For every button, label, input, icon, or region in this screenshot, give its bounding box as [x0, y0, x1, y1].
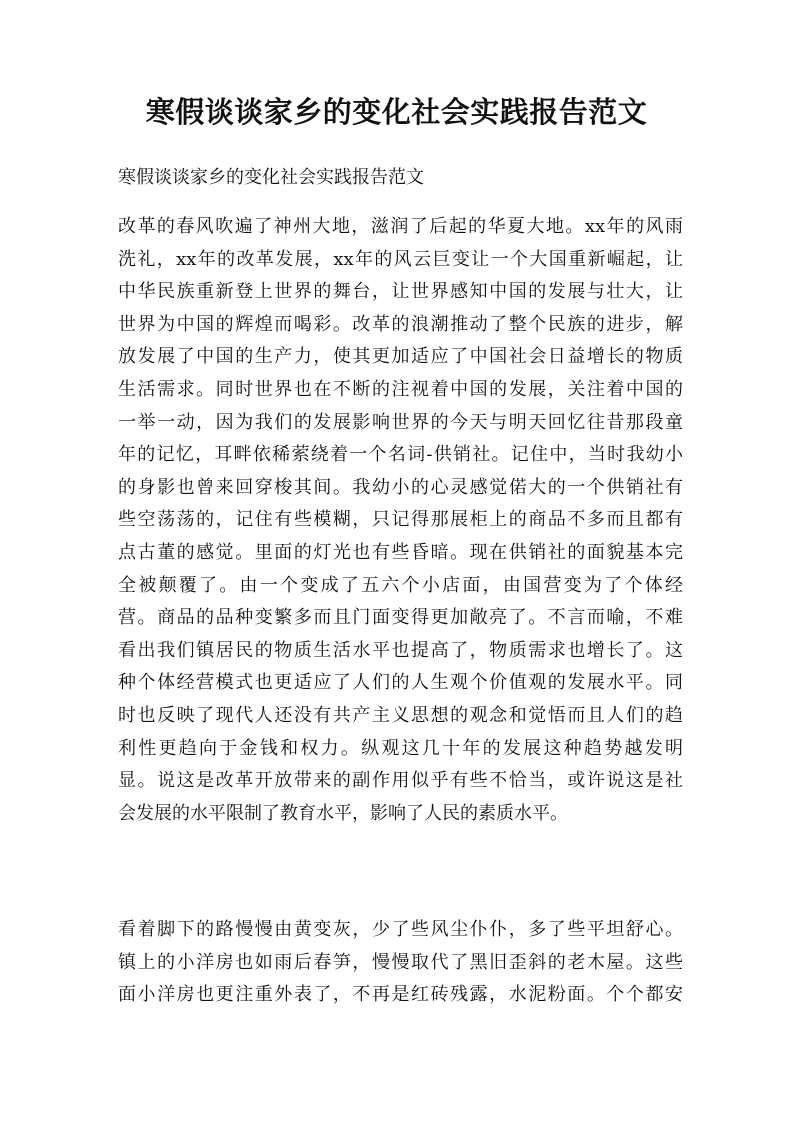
paragraph-line: 时也反映了现代人还没有共产主义思想的观念和觉悟而且人们的趋 — [118, 704, 683, 726]
paragraph-line: 一举一动，因为我们的发展影响世界的今天与明天回忆往昔那段童 — [118, 411, 683, 433]
paragraph-line: 改革的春风吹遍了神州大地，滋润了后起的华夏大地。xx年的风雨 — [118, 216, 683, 237]
document-subtitle: 寒假谈谈家乡的变化社会实践报告范文 — [118, 167, 424, 188]
paragraph-line: 放发展了中国的生产力，使其更加适应了中国社会日益增长的物质 — [118, 346, 683, 368]
paragraph-line: 年的记忆，耳畔依稀萦绕着一个名词-供销社。记住中，当时我幼小 — [118, 444, 683, 466]
paragraph-line: 点古董的感觉。里面的灯光也有些昏暗。现在供销社的面貌基本完 — [118, 541, 683, 563]
paragraph-line: 看着脚下的路慢慢由黄变灰，少了些风尘仆仆，多了些平坦舒心。 — [118, 919, 683, 940]
paragraph-line: 会发展的水平限制了教育水平，影响了人民的素质水平。 — [118, 802, 568, 824]
paragraph-line: 生活需求。同时世界也在不断的注视着中国的发展，关注着中国的 — [118, 378, 683, 400]
paragraph-line: 看出我们镇居民的物质生活水平也提高了，物质需求也增长了。这 — [118, 639, 683, 661]
paragraph-line: 面小洋房也更注重外表了，不再是红砖残露，水泥粉面。个个都安 — [118, 984, 683, 1006]
paragraph-line: 中华民族重新登上世界的舞台，让世界感知中国的发展与壮大，让 — [118, 281, 683, 303]
paragraph-line: 显。说这是改革开放带来的副作用似乎有些不恰当，或许说这是社 — [118, 770, 683, 792]
paragraph-line: 种个体经营模式也更适应了人们的人生观个价值观的发展水平。同 — [118, 672, 683, 694]
paragraph-line: 世界为中国的辉煌而喝彩。改革的浪潮推动了整个民族的进步，解 — [118, 313, 683, 335]
paragraph-line: 全被颠覆了。由一个变成了五六个小店面，由国营变为了个体经 — [118, 574, 683, 596]
paragraph-1 — [118, 211, 683, 830]
paragraph-line: 洗礼，xx年的改革发展，xx年的风云巨变让一个大国重新崛起，让 — [118, 248, 683, 270]
paragraph-line: 镇上的小洋房也如雨后春笋，慢慢取代了黑旧歪斜的老木屋。这些 — [118, 951, 683, 973]
paragraph-line: 的身影也曾来回穿梭其间。我幼小的心灵感觉偌大的一个供销社有 — [118, 476, 683, 498]
paragraph-2 — [118, 914, 683, 1012]
paragraph-line: 营。商品的品种变繁多而且门面变得更加敞亮了。不言而喻，不难 — [118, 607, 683, 629]
document-title: 寒假谈谈家乡的变化社会实践报告范文 — [145, 95, 648, 129]
paragraph-line: 些空荡荡的，记住有些模糊，只记得那展柜上的商品不多而且都有 — [118, 509, 683, 531]
paragraph-line: 利性更趋向于金钱和权力。纵观这几十年的发展这种趋势越发明 — [118, 737, 683, 759]
